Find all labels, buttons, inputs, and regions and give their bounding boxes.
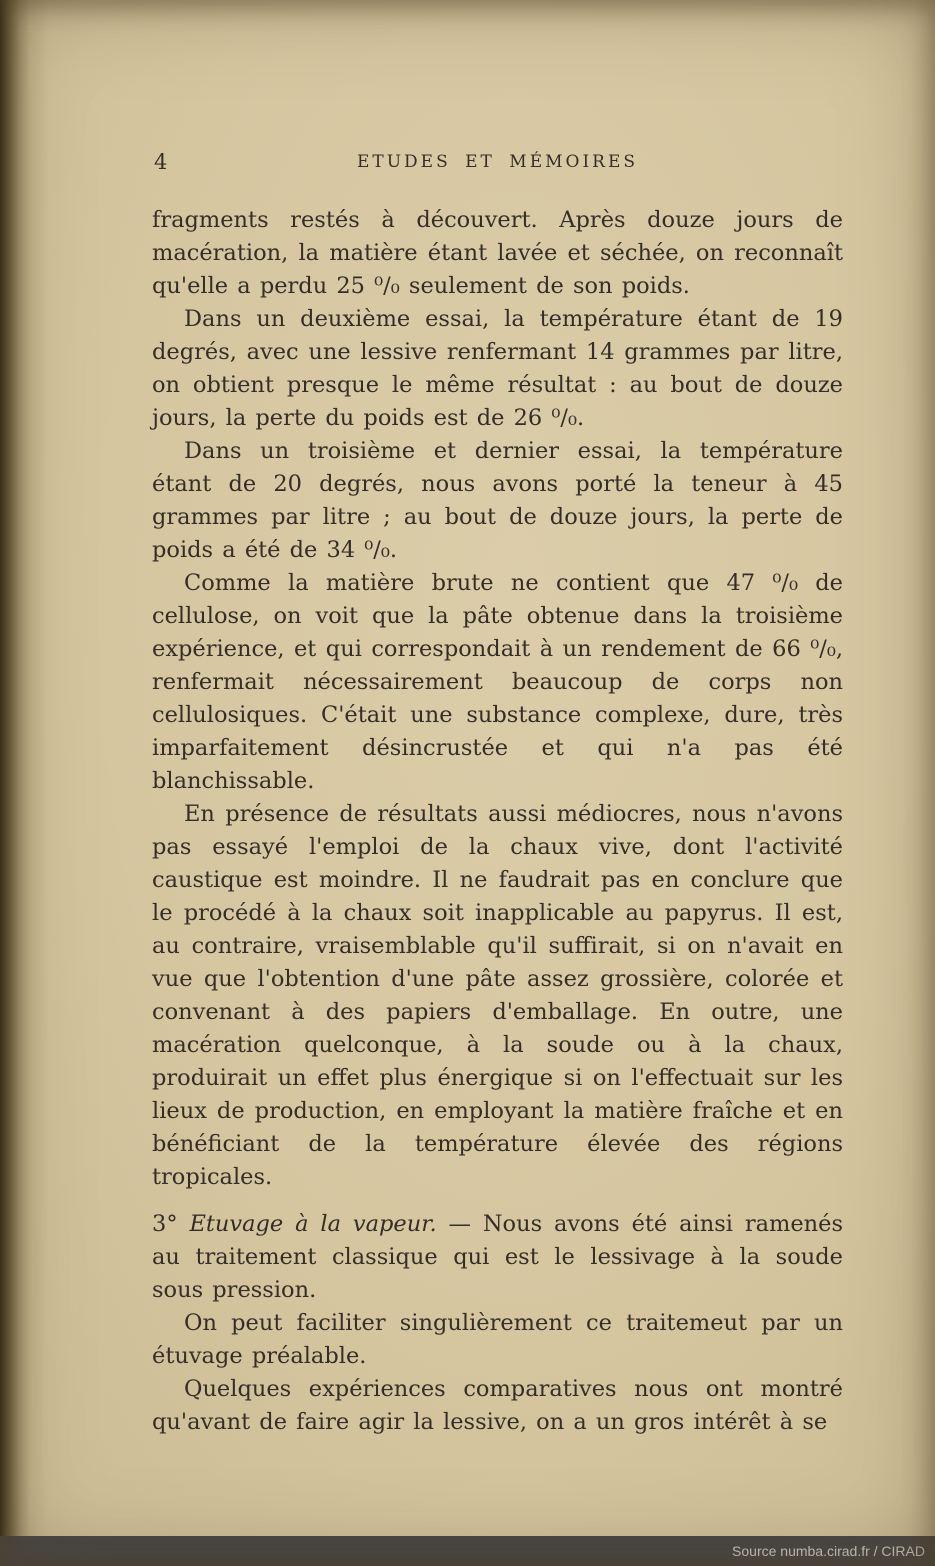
section-title: Etuvage à la vapeur.: [189, 1211, 437, 1237]
paragraph: Quelques expériences comparatives nous ont montré qu'avant de faire agir la lessive, on a un gros intérêt à se: [152, 1376, 843, 1435]
body-text: [152, 204, 843, 1439]
running-title: ETUDES ET MÉMOIRES: [356, 152, 639, 172]
page-number: 4: [154, 150, 168, 174]
paragraph: fragments restés à découvert. Après douze jours de macération, la matière étant lavée et séchée, on reconnaît qu'elle a perdu 25 ⁰/₀ seulement de son poids.: [152, 207, 843, 299]
paragraph: Comme la matière brute ne contient que 47 ⁰/₀ de cellulose, on voit que la pâte obtenue dans la troisième expérience, et qui correspondait à un rendement de 66 ⁰/₀, renfermait nécessairement beaucoup de corps non cellulosiques. C'était une substance complexe, dure, très imparfaitement désincrustée et qui n'a pas été blanchissable.: [152, 570, 843, 794]
section-text: — Nous avons été ainsi ramenés au traitement classique qui est le lessivage à la soude sous pression.: [152, 1211, 843, 1303]
paragraph: En présence de résultats aussi médiocres, nous n'avons pas essayé l'emploi de la chaux vive, dont l'activité caustique est moindre. Il ne faudrait pas en conclure que le procédé à la chaux soit inapplicable au papyrus. Il est, au contraire, vraisemblable qu'il suffirait, si on n'avait en vue que l'obtention d'une pâte assez grossière, colorée et convenant à des papiers d'emballage. En outre, une macération quelconque, à la soude ou à la chaux, produirait un effet plus énergique si on l'effectuait sur les lieux de production, en employant la matière fraîche et en bénéficiant de la température élevée des régions tropicales.: [152, 801, 843, 1190]
paragraph: On peut faciliter singulièrement ce traitemeut par un étuvage préalable.: [152, 1310, 843, 1369]
paragraph: Dans un troisième et dernier essai, la température étant de 20 degrés, nous avons porté la teneur à 45 grammes par litre ; au bout de douze jours, la perte de poids a été de 34 ⁰/₀.: [152, 438, 843, 563]
source-attribution-text: Source numba.cirad.fr / CIRAD: [732, 1543, 925, 1559]
section-paragraph: [152, 1208, 843, 1307]
paragraph: Dans un deuxième essai, la température étant de 19 degrés, avec une lessive renfermant 14 grammes par litre, on obtient presque le même résultat : au bout de douze jours, la perte du poids est de 26 ⁰/₀.: [152, 306, 843, 431]
source-attribution-bar: [0, 1536, 935, 1566]
section-number: 3°: [152, 1211, 190, 1237]
page-header: [152, 148, 843, 178]
